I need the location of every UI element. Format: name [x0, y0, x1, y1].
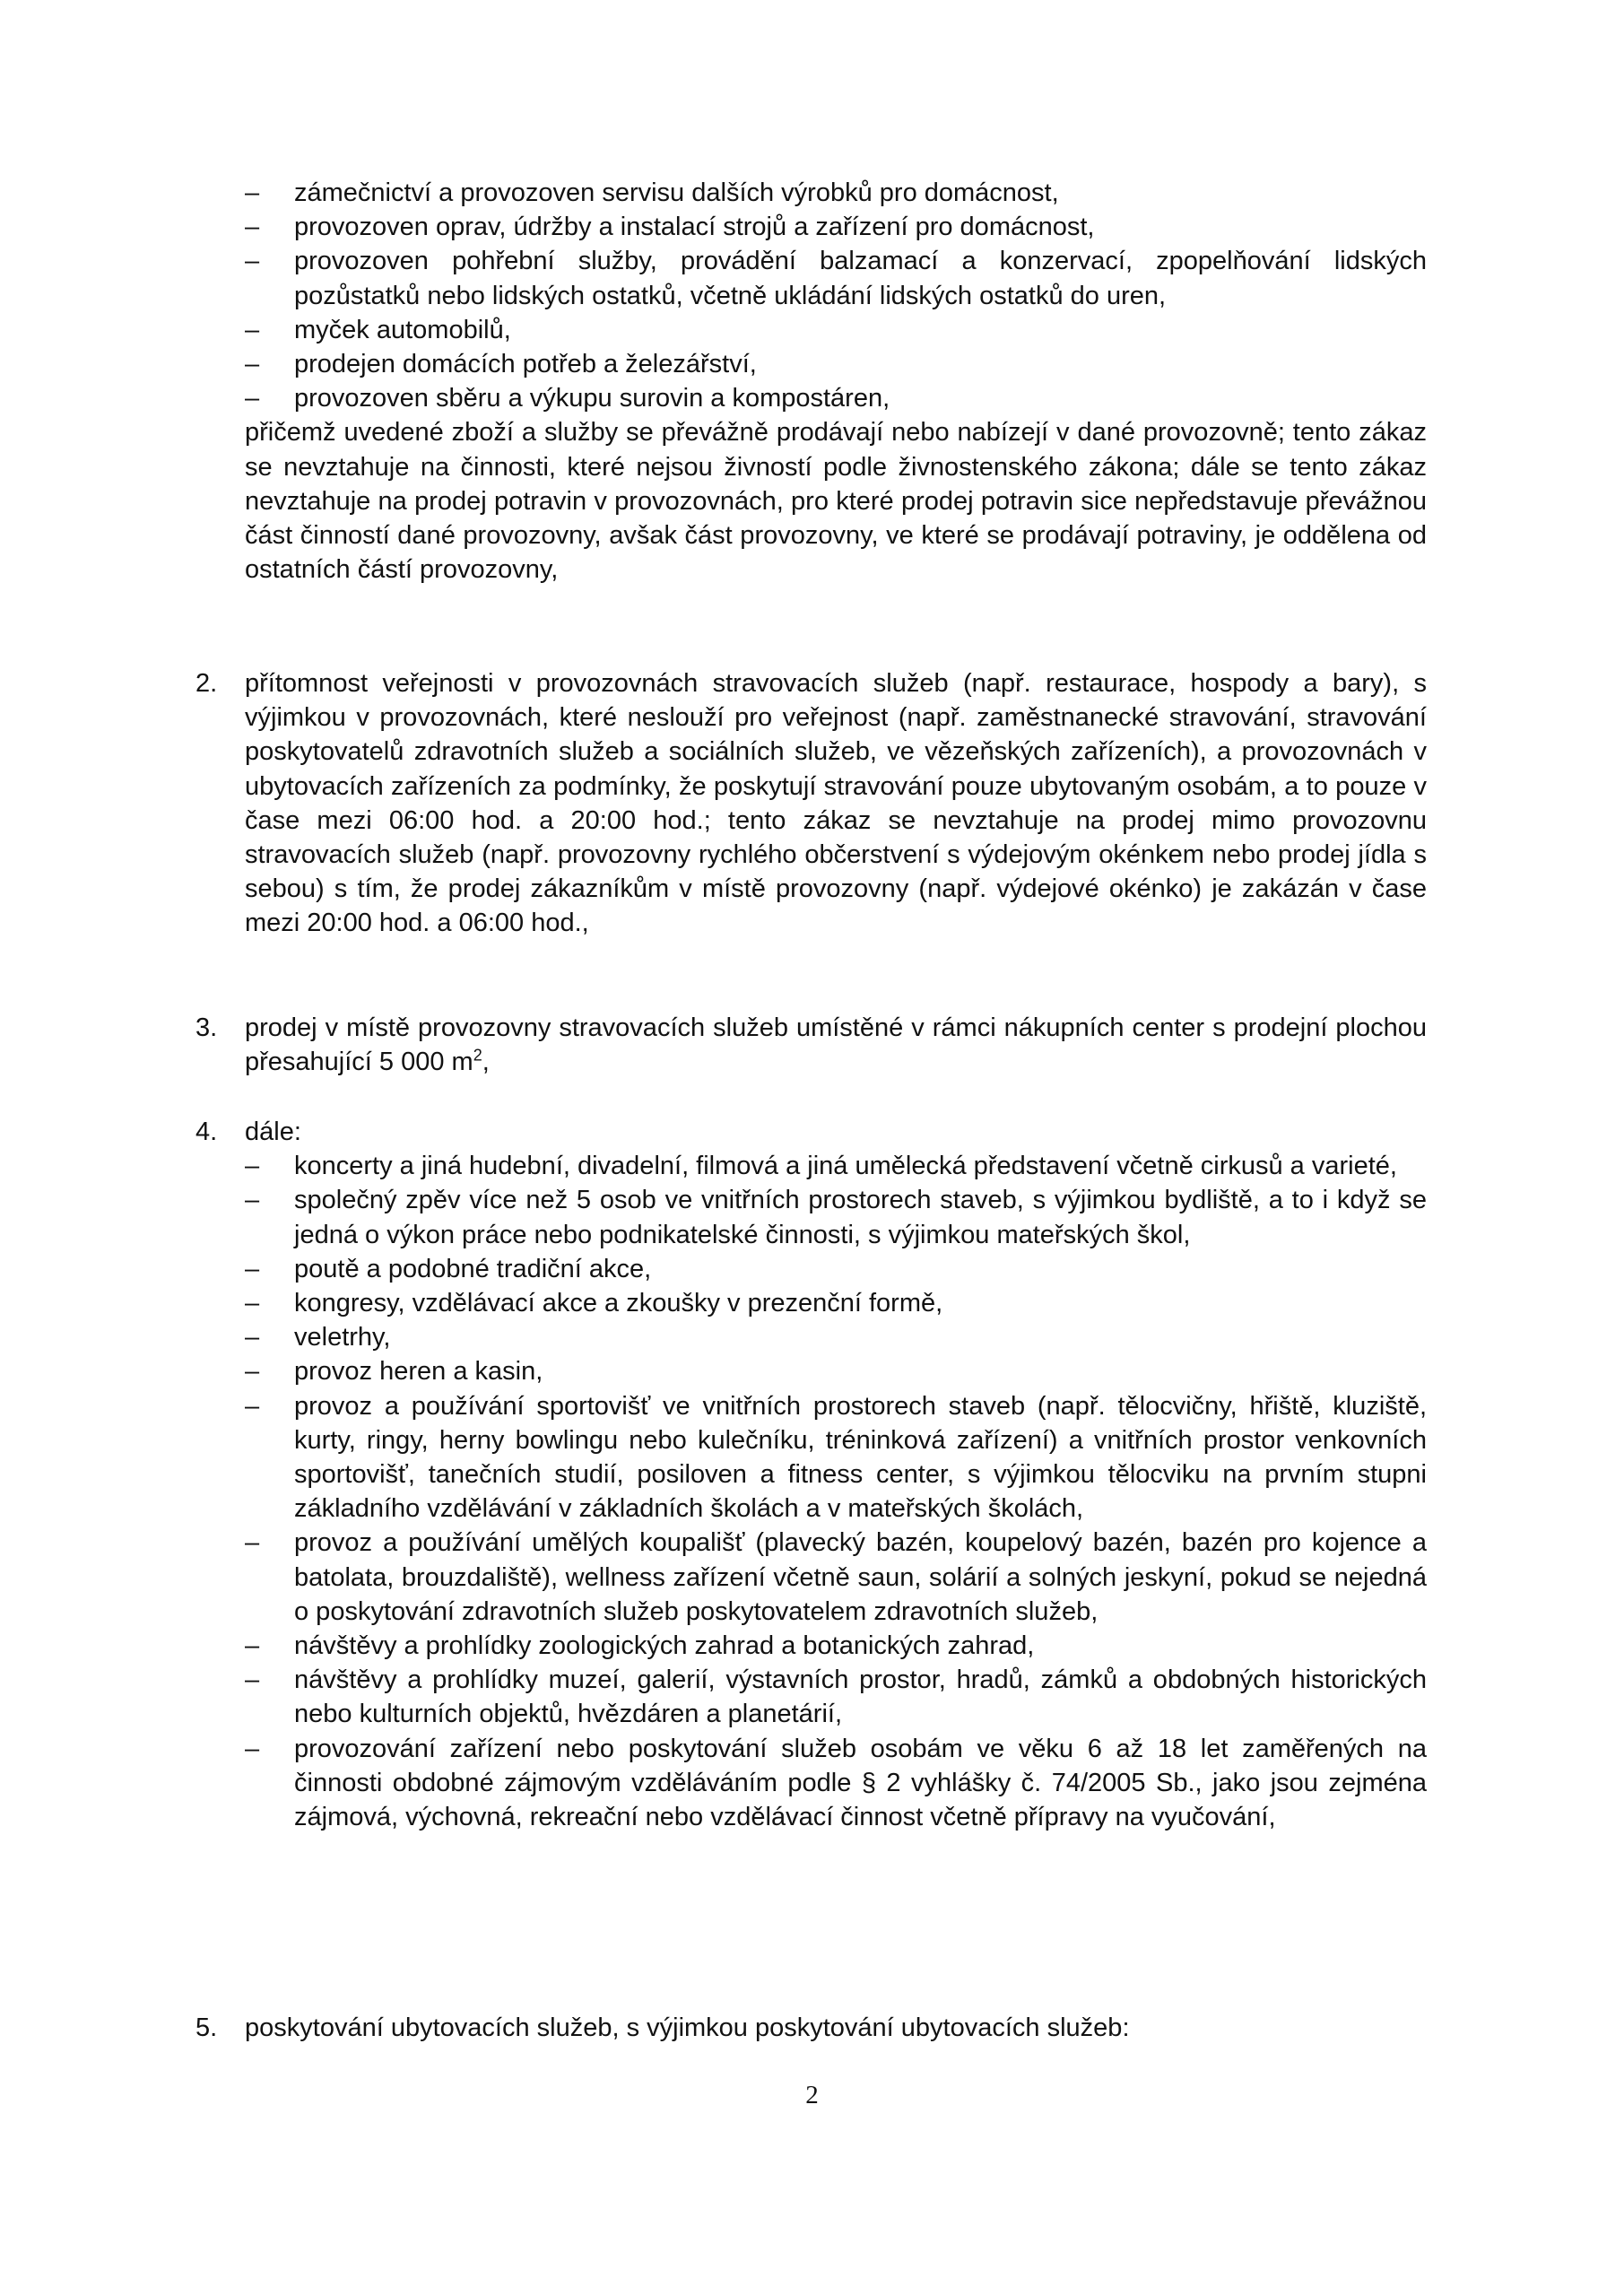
- top-dash-list: [245, 176, 1427, 415]
- top-paragraph: přičemž uvedené zboží a služby se převážně prodávají nebo nabízejí v dané provozovně; tento zákaz se nevztahuje na činnosti, které nejsou živností podle živnostenského zákona; dále se tento zákaz nevztahuje na prodej potravin v provozovnách, pro které prodej potravin sice nepředstavuje převážnou část činností dané provozovny, avšak část provozovny, ve které se prodávají potraviny, je oddělena od ostatních částí provozovny,: [245, 418, 1427, 585]
- dash-marker: –: [245, 384, 260, 413]
- top-dash-list-block: [245, 176, 1427, 587]
- dash-marker: –: [245, 1357, 260, 1387]
- list-item-text: provozoven pohřební služby, provádění balzamací a konzervací, zpopelňování lidských pozůstatků nebo lidských ostatků, včetně ukládání lidských ostatků do uren,: [294, 247, 1427, 310]
- list-item-text: zámečnictví a provozoven servisu dalších výrobků pro domácnost,: [294, 178, 1059, 207]
- dash-marker: –: [245, 315, 260, 344]
- list-item: [245, 244, 1427, 312]
- dash-marker: –: [245, 178, 260, 207]
- dash-marker: –: [245, 1528, 260, 1558]
- list-item: [245, 1663, 1427, 1731]
- item-number: 4.: [195, 1118, 218, 1146]
- list-item-text: myček automobilů,: [294, 315, 511, 344]
- list-item: [245, 1149, 1427, 1183]
- list-item-text: kongresy, vzdělávací akce a zkoušky v prezenční formě,: [294, 1289, 943, 1318]
- list-item: [245, 381, 1427, 415]
- page-number: 2: [805, 2081, 819, 2109]
- item-2-text: přítomnost veřejnosti v provozovnách stravovacích služeb (např. restaurace, hospody a bary), s výjimkou v provozovnách, které neslouží pro veřejnost (např. zaměstnanecké stravování, stravování poskytovatelů zdravotních služeb a sociálních služeb, ve vězeňských zařízeních), a provozovnách v ubytovacích zařízeních za podmínky, že poskytují stravování pouze ubytovaným osobám, a to pouze v čase mezi 06:00 hod. a 20:00 hod.; tento zákaz se nevztahuje na prodej mimo provozovnu stravovacích služeb (např. provozovny rychlého občerstvení s výdejovým okénkem nebo prodej jídla s sebou) s tím, že prodej zákazníkům v místě provozovny (např. výdejové okénko) je zakázán v čase mezi 20:00 hod. a 06:00 hod.,: [245, 669, 1427, 938]
- list-item-text: veletrhy,: [294, 1323, 391, 1352]
- list-item: [245, 210, 1427, 244]
- list-item-text: provozování zařízení nebo poskytování služeb osobám ve věku 6 až 18 let zaměřených na činnosti obdobné zájmovým vzděláváním podle § 2 vyhlášky č. 74/2005 Sb., jako jsou zejména zájmová, výchovná, rekreační nebo vzdělávací činnost včetně přípravy na vyučování,: [294, 1734, 1427, 1832]
- dash-marker: –: [245, 1734, 260, 1763]
- list-item: [245, 1526, 1427, 1629]
- list-item: [245, 1732, 1427, 1835]
- list-item-text: poutě a podobné tradiční akce,: [294, 1254, 652, 1283]
- dash-marker: –: [245, 1631, 260, 1661]
- list-item-5: [195, 2011, 1427, 2045]
- list-item-text: prodejen domácích potřeb a železářství,: [294, 350, 757, 379]
- list-item-text: návštěvy a prohlídky zoologických zahrad a botanických zahrad,: [294, 1631, 1035, 1661]
- dash-marker: –: [245, 1254, 260, 1283]
- dash-marker: –: [245, 1289, 260, 1318]
- dash-marker: –: [245, 1152, 260, 1181]
- item-number: 3.: [195, 1013, 218, 1042]
- list-item-text: provozoven oprav, údržby a instalací strojů a zařízení pro domácnost,: [294, 213, 1095, 242]
- list-item: [245, 1286, 1427, 1320]
- list-item-text: provoz a používání umělých koupališť (plavecký bazén, koupelový bazén, bazén pro kojence a batolata, brouzdaliště), wellness zařízení včetně saun, solárií a solných jeskyní, pokud se nejedná o poskytování zdravotních služeb poskytovatelem zdravotních služeb,: [294, 1528, 1427, 1626]
- dash-marker: –: [245, 213, 260, 242]
- dash-marker: –: [245, 1186, 260, 1215]
- list-item-text: provozoven sběru a výkupu surovin a kompostáren,: [294, 384, 890, 413]
- superscript-two: 2: [473, 1046, 482, 1065]
- list-item-text: koncerty a jiná hudební, divadelní, filmová a jiná umělecká představení včetně cirkusů a varieté,: [294, 1152, 1397, 1181]
- item-4-dash-list: [245, 1149, 1427, 1834]
- list-item-text: provoz heren a kasin,: [294, 1357, 543, 1387]
- dash-marker: –: [245, 1323, 260, 1352]
- list-item: [245, 1629, 1427, 1663]
- item-5-text: poskytování ubytovacích služeb, s výjimkou poskytování ubytovacích služeb:: [245, 2013, 1130, 2042]
- item-number: 2.: [195, 669, 218, 698]
- list-item-text: návštěvy a prohlídky muzeí, galerií, výstavních prostor, hradů, zámků a obdobných historických nebo kulturních objektů, hvězdáren a planetárií,: [294, 1665, 1427, 1729]
- dash-marker: –: [245, 1391, 260, 1421]
- list-item-text: provoz a používání sportovišť ve vnitřních prostorech staveb (např. tělocvičny, hřiště, kluziště, kurty, ringy, herny bowlingu nebo kulečníku, tréninková zařízení) a vnitřních prostor venkovních sportovišť, tanečních studií, posiloven a fitness center, s výjimkou tělocviku na prvním stupni základního vzdělávání v základních školách a v mateřských školách,: [294, 1391, 1427, 1524]
- list-item: [245, 1389, 1427, 1526]
- list-item: [245, 1252, 1427, 1286]
- item-3-text-end: ,: [482, 1048, 490, 1077]
- item-3-text: [245, 1011, 1427, 1079]
- list-item: [245, 347, 1427, 381]
- list-item-2: [195, 666, 1427, 941]
- list-item: [245, 313, 1427, 347]
- list-item: [245, 1320, 1427, 1354]
- dash-marker: –: [245, 247, 260, 276]
- item-4-intro: dále:: [245, 1118, 301, 1146]
- item-number: 5.: [195, 2013, 218, 2042]
- list-item: [245, 1183, 1427, 1251]
- list-item-4: [195, 1115, 1427, 1834]
- list-item-text: společný zpěv více než 5 osob ve vnitřních prostorech staveb, s výjimkou bydliště, a to i když se jedná o výkon práce nebo podnikatelské činnosti, s výjimkou mateřských škol,: [294, 1186, 1427, 1249]
- dash-marker: –: [245, 350, 260, 379]
- list-item-3: [195, 1011, 1427, 1079]
- dash-marker: –: [245, 1665, 260, 1695]
- list-item: [245, 1354, 1427, 1388]
- item-3-text-main: prodej v místě provozovny stravovacích služeb umístěné v rámci nákupních center s prodejní plochou přesahující 5 000 m: [245, 1013, 1427, 1077]
- list-item: [245, 176, 1427, 210]
